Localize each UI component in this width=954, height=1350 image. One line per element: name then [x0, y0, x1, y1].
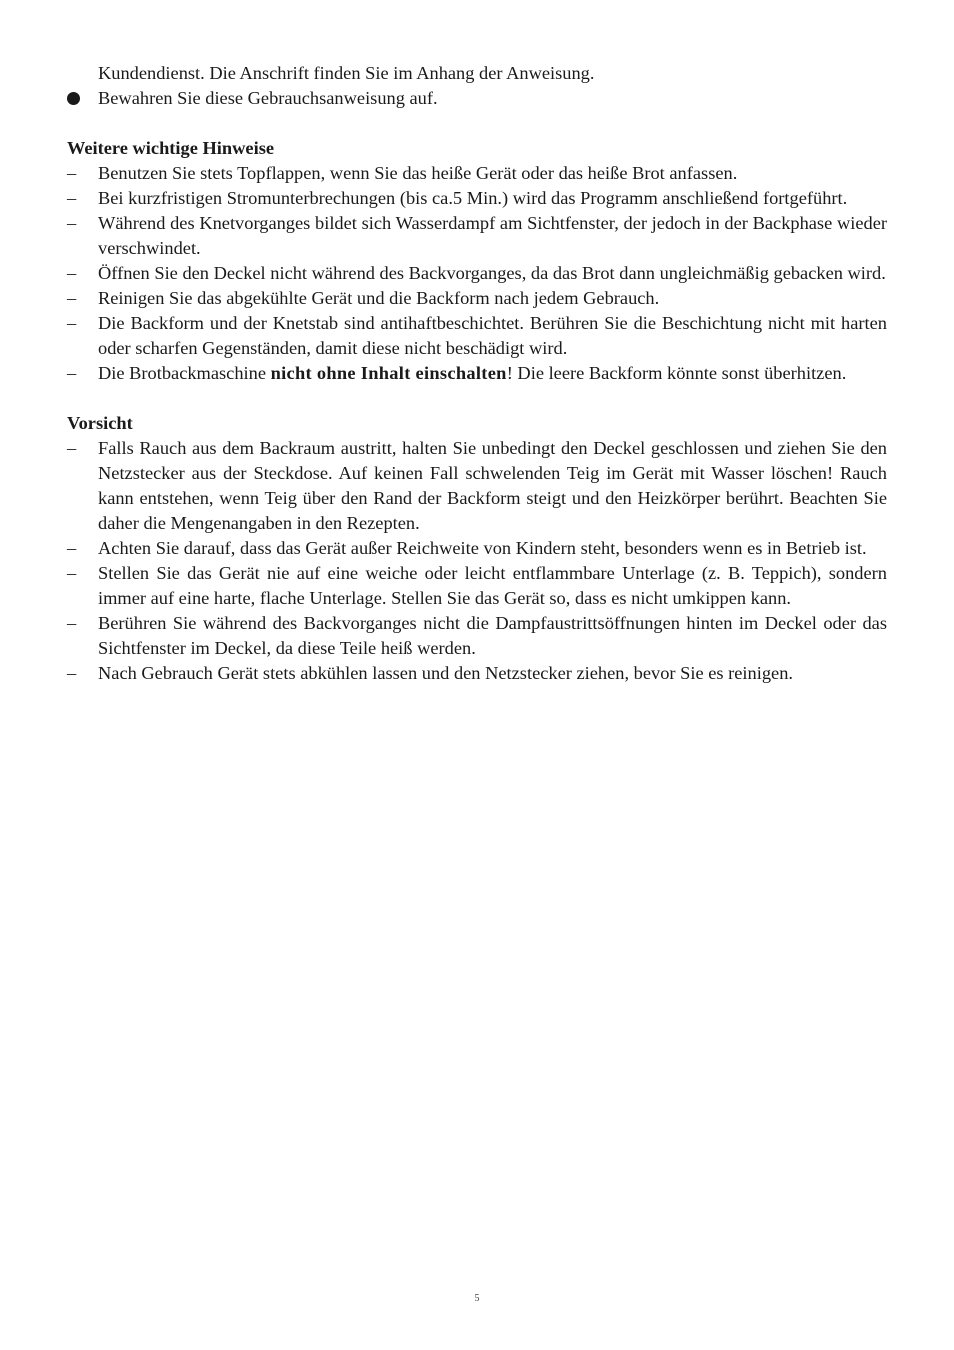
dash-marker: –	[67, 313, 77, 333]
spacer	[67, 386, 887, 411]
list-item	[67, 361, 887, 386]
dash-marker: –	[67, 663, 77, 683]
list-item-text: Bei kurzfristigen Stromunterbrechungen (bis ca.5 Min.) wird das Programm anschließend fortgeführt.	[98, 188, 848, 208]
list-item-text: Benutzen Sie stets Topflappen, wenn Sie das heiße Gerät oder das heiße Brot anfassen.	[98, 163, 738, 183]
dash-marker: –	[67, 563, 77, 583]
list-item-text: Stellen Sie das Gerät nie auf eine weiche oder leicht entflammbare Unterlage (z. B. Teppich), sondern immer auf eine harte, flache Unterlage. Stellen Sie das Gerät so, dass es nicht umkippen kann.	[98, 563, 887, 608]
list-item	[67, 211, 887, 261]
list-item	[67, 186, 887, 211]
list-item	[67, 286, 887, 311]
list-item	[67, 161, 887, 186]
spacer	[67, 111, 887, 136]
list-item-text: Die Backform und der Knetstab sind antihaftbeschichtet. Berühren Sie die Beschichtung nicht mit harten oder scharfen Gegenständen, damit diese nicht beschädigt wird.	[98, 313, 887, 358]
intro-continuation-text: Kundendienst. Die Anschrift finden Sie im Anhang der Anweisung.	[98, 63, 595, 83]
list-item-text: Während des Knetvorganges bildet sich Wasserdampf am Sichtfenster, der jedoch in der Backphase wieder verschwindet.	[98, 213, 887, 258]
section-heading-hinweise: Weitere wichtige Hinweise	[67, 138, 275, 158]
list-item-text: Öffnen Sie den Deckel nicht während des Backvorganges, da das Brot dann ungleichmäßig gebacken wird.	[98, 263, 886, 283]
list-item-text-before: Die Brotbackmaschine	[98, 363, 271, 383]
document-page	[67, 61, 887, 686]
intro-bullet-text: Bewahren Sie diese Gebrauchsanweisung auf.	[98, 88, 438, 108]
list-item-text: Falls Rauch aus dem Backraum austritt, halten Sie unbedingt den Deckel geschlossen und ziehen Sie den Netzstecker aus der Steckdose. Auf keinen Fall schwelenden Teig im Gerät mit Wasser löschen! Rauch kann entstehen, wenn Teig über den Rand der Backform steigt und den Heizkörper berührt. Beachten Sie daher die Mengenangaben in den Rezepten.	[98, 438, 887, 533]
list-item-text: Nach Gebrauch Gerät stets abkühlen lassen und den Netzstecker ziehen, bevor Sie es reinigen.	[98, 663, 794, 683]
dash-marker: –	[67, 363, 77, 383]
dash-marker: –	[67, 213, 77, 233]
list-item-text: Reinigen Sie das abgekühlte Gerät und die Backform nach jedem Gebrauch.	[98, 288, 660, 308]
intro-continuation	[67, 61, 887, 86]
list-item	[67, 436, 887, 536]
dash-marker: –	[67, 263, 77, 283]
list-item	[67, 661, 887, 686]
list-item-text: Berühren Sie während des Backvorganges nicht die Dampfaustrittsöffnungen hinten im Deckel oder das Sichtfenster im Deckel, da diese Teile heiß werden.	[98, 613, 887, 658]
list-item	[67, 611, 887, 661]
list-item-text-after: ! Die leere Backform könnte sonst überhitzen.	[506, 363, 847, 383]
bullet-marker	[67, 86, 98, 112]
page-number: 5	[474, 1293, 480, 1304]
list-item-text-emphasis: nicht ohne Inhalt einschalten	[270, 363, 507, 383]
dash-marker: –	[67, 613, 77, 633]
list-item	[67, 536, 887, 561]
section-heading-vorsicht: Vorsicht	[67, 413, 133, 433]
list-item-text: Achten Sie darauf, dass das Gerät außer Reichweite von Kindern steht, besonders wenn es in Betrieb ist.	[98, 538, 867, 558]
dash-marker: –	[67, 288, 77, 308]
filled-circle-icon	[67, 92, 80, 105]
list-item	[67, 311, 887, 361]
list-item	[67, 261, 887, 286]
dash-marker: –	[67, 538, 77, 558]
dash-marker: –	[67, 163, 77, 183]
dash-marker: –	[67, 438, 77, 458]
dash-marker: –	[67, 188, 77, 208]
list-item	[67, 561, 887, 611]
intro-bullet-item	[67, 86, 887, 111]
